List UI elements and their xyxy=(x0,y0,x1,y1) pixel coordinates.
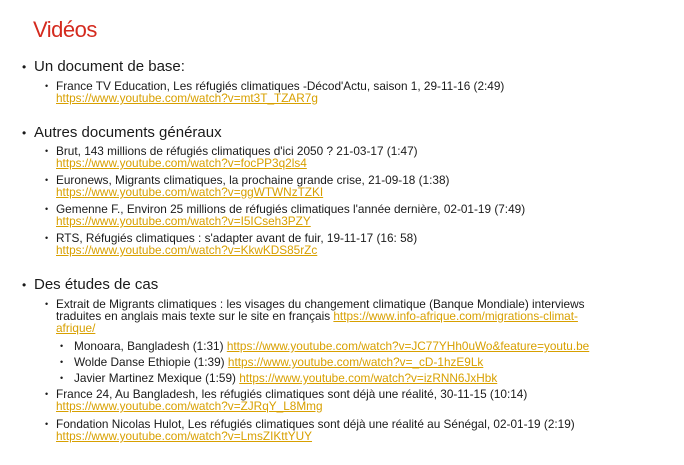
section-heading-base xyxy=(22,58,185,75)
list-item xyxy=(45,174,671,198)
sub-list-item xyxy=(60,340,589,352)
bullet-icon: • xyxy=(60,373,64,383)
list-item xyxy=(45,80,671,104)
item-text: France TV Education, Les réfugiés climatiques -Décod'Actu, saison 1, 29-11-16 (2:49) xyxy=(56,79,505,93)
list-item xyxy=(45,418,671,442)
bullet-icon: • xyxy=(60,341,64,351)
list-item-extract xyxy=(45,298,671,334)
extract-link-continued[interactable]: afrique/ xyxy=(56,321,96,335)
bullet-icon: • xyxy=(60,357,64,367)
extract-text-line2: traduites en anglais mais texte sur le site en français xyxy=(56,309,331,323)
item-text: Fondation Nicolas Hulot, Les réfugiés climatiques sont déjà une réalité au Sénégal, 02-01-19 (2:19) xyxy=(56,417,575,431)
bullet-icon: • xyxy=(22,60,27,74)
video-link[interactable]: https://www.youtube.com/watch?v=I5ICseh3PZY xyxy=(56,214,311,228)
section-heading-label: Autres documents généraux xyxy=(34,124,222,141)
list-item xyxy=(45,145,671,169)
video-link[interactable]: https://www.youtube.com/watch?v=izRNN6JxHbk xyxy=(239,371,498,385)
bullet-icon: • xyxy=(22,126,27,140)
video-link[interactable]: https://www.youtube.com/watch?v=mt3T_TZAR7g xyxy=(56,91,318,105)
section-heading-label: Des études de cas xyxy=(34,276,159,293)
list-item xyxy=(45,388,671,412)
item-text: Brut, 143 millions de réfugiés climatiques d'ici 2050 ? 21-03-17 (1:47) xyxy=(56,144,418,158)
sub-item-text: Wolde Danse Ethiopie (1:39) xyxy=(74,355,225,369)
video-link[interactable]: https://www.youtube.com/watch?v=focPP3q2ls4 xyxy=(56,156,307,170)
item-text: Gemenne F., Environ 25 millions de réfugiés climatiques l'année dernière, 02-01-19 (7:49) xyxy=(56,202,526,216)
bullet-icon: • xyxy=(45,419,49,429)
section-heading-label: Un document de base: xyxy=(34,58,185,75)
extract-text-line1: Extrait de Migrants climatiques : les visages du changement climatique (Banque Mondiale) interviews xyxy=(56,297,585,311)
sub-list-item xyxy=(60,372,497,384)
list-item xyxy=(45,232,671,256)
video-link[interactable]: https://www.youtube.com/watch?v=JC77YHh0uWo&feature=youtu.be xyxy=(226,339,590,353)
sub-item-text: Javier Martinez Mexique (1:59) xyxy=(74,371,236,385)
video-link[interactable]: https://www.youtube.com/watch?v=ggWTWNzTZKI xyxy=(56,185,324,199)
bullet-icon: • xyxy=(45,299,49,309)
extract-link[interactable]: https://www.info-afrique.com/migrations-climat- xyxy=(333,309,578,323)
bullet-icon: • xyxy=(45,146,49,156)
bullet-icon: • xyxy=(45,233,49,243)
video-link[interactable]: https://www.youtube.com/watch?v=_cD-1hzE9Lk xyxy=(227,355,484,369)
video-link[interactable]: https://www.youtube.com/watch?v=ZJRqY_L8Mmg xyxy=(56,399,323,413)
section-heading-case-studies xyxy=(22,276,158,293)
sub-list-item xyxy=(60,356,483,368)
item-text: RTS, Réfugiés climatiques : s'adapter avant de fuir, 19-11-17 (16: 58) xyxy=(56,231,418,245)
item-text: Euronews, Migrants climatiques, la prochaine grande crise, 21-09-18 (1:38) xyxy=(56,173,450,187)
bullet-icon: • xyxy=(45,81,49,91)
slide-title: Vidéos xyxy=(33,17,97,42)
bullet-icon: • xyxy=(22,278,27,292)
sub-item-text: Monoara, Bangladesh (1:31) xyxy=(74,339,224,353)
list-item xyxy=(45,203,671,227)
item-text: France 24, Au Bangladesh, les réfugiés climatiques sont déjà une réalité, 30-11-15 (10:14) xyxy=(56,387,528,401)
bullet-icon: • xyxy=(45,175,49,185)
bullet-icon: • xyxy=(45,389,49,399)
section-heading-general xyxy=(22,124,222,141)
video-link[interactable]: https://www.youtube.com/watch?v=KkwKDS85rZc xyxy=(56,243,318,257)
extract-text-line2-row xyxy=(56,310,671,322)
video-link[interactable]: https://www.youtube.com/watch?v=LmsZIKttYUY xyxy=(56,429,313,443)
bullet-icon: • xyxy=(45,204,49,214)
